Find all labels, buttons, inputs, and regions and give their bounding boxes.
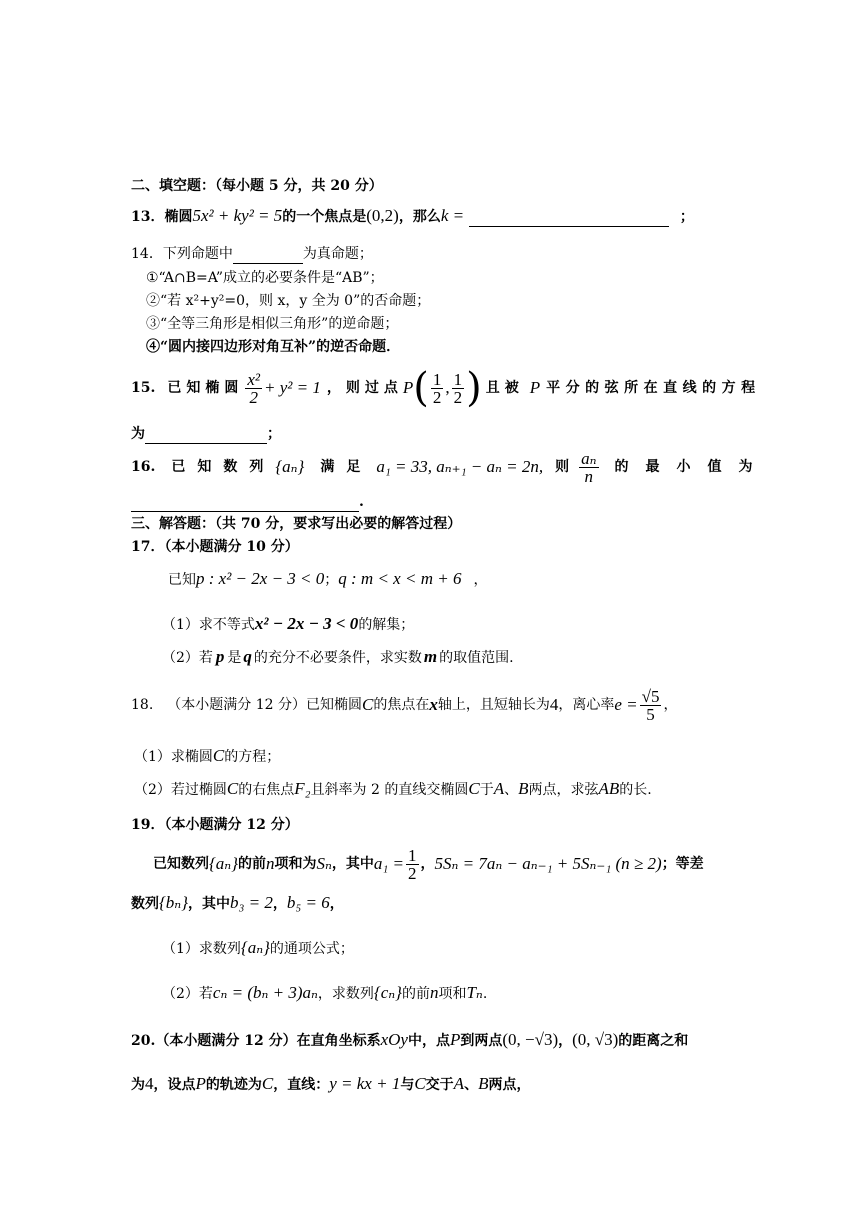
q19-sn: Sₙ [316,854,332,873]
q17-given-end: ， [473,572,488,588]
q15-eq-tail: + y² = 1 [264,378,321,397]
q15-frac-den: 2 [249,387,258,407]
q15-p-num-x: 1 [432,369,442,389]
q19-part1-b: 的通项公式； [269,941,354,957]
q17-part1-a: （1）求不等式 [162,617,255,633]
q15-left-paren: ( [413,365,429,411]
q19-b5: b₅ = 6 [286,893,330,912]
question-13 [131,206,694,227]
q18-part1-c: C [212,746,225,765]
q18-c: C [361,695,374,714]
q16-text-a: 已知数列 [171,459,276,475]
q18-number: 18. [131,697,154,713]
q17-part1-expr: x² − 2x − 3 < 0 [254,614,359,633]
q17-part2-c: 的充分不必要条件，求实数 [253,650,422,666]
q19-line2 [131,893,344,914]
q18-e-fraction [640,688,662,723]
q19-tn: Tₙ [466,983,483,1002]
q16-answer-blank[interactable] [131,497,359,512]
q20-t3: ， [558,1033,573,1049]
q15-p-den-y: 2 [453,387,463,407]
q20-xoy: xOy [380,1030,408,1049]
q20-t2: 到两点 [460,1033,503,1049]
q14-option-4: ④“圆内接四边形对角互补”的逆否命题． [146,339,401,355]
q19-seq-b: {bₙ} [159,893,188,912]
q20-l2-a: 为 [131,1077,145,1093]
q18-part2-c1: C [226,779,239,798]
q19-part2 [162,983,487,1004]
q17-header: 17．（本小题满分 10 分） [131,539,299,555]
question-16 [131,445,770,489]
q20-line: y = kx + 1 [329,1074,401,1093]
q17-part2 [162,647,514,668]
q17-part2-b: 是 [227,650,242,666]
question-18 [131,682,677,728]
q20-l2-c: 的轨迹为 [205,1077,262,1093]
q19-part2-c: 的前 [401,986,430,1002]
q18-part2-e: 两点，求弦 [528,782,599,798]
q15-answer-blank[interactable] [145,429,267,444]
q17-given-p: p : x² − 2x − 3 < 0 [196,569,325,588]
q19-l2-b: ，其中 [188,896,230,912]
q13-number: 13． [131,209,165,225]
q16-end: . [359,494,364,510]
q18-comma: 、 [504,782,519,798]
q19-l1-f: ；等差 [661,856,704,872]
q19-cn: cₙ = (bₙ + 3)aₙ [212,983,318,1002]
q15-p-den-x: 2 [432,387,442,407]
q18-part2-b: 的右焦点 [238,782,295,798]
q13-var: k = [440,206,465,225]
q13-point: (0,2) [366,206,399,225]
q15-number: 15. [131,380,156,396]
q19-l1-a: 已知数列 [153,856,209,872]
q15-point-p: P [402,378,414,397]
q18-text-a: （本小题满分 12 分）已知椭圆 [167,697,362,713]
q15-text-c: 且被 [485,380,524,396]
q17-part2-a: （2）若 [162,650,213,666]
question-15 [131,362,761,414]
q19-part2-a: （2）若 [162,986,213,1002]
q15-line2-b: ； [267,426,281,442]
q17-part2-m: m [423,647,438,666]
q14-number: 14． [131,246,163,262]
q16-line2 [131,492,364,512]
q18-e-num: √5 [641,686,660,706]
q18-part2-d: 于 [479,782,494,798]
q20-t1: 中，点 [407,1033,450,1049]
q17-given-a: 已知 [168,572,196,588]
q14-answer-blank[interactable] [233,249,303,264]
q13-mid2: ，那么 [398,209,441,225]
q20-p: P [449,1030,461,1049]
q17-part1 [162,614,414,635]
q15-fraction [245,371,262,406]
q18-text-c: 轴上，且短轴长为 [437,697,550,713]
q13-answer-blank[interactable] [469,212,669,227]
q19-seq-c: {cₙ} [373,983,402,1002]
q20-t4: 的距离之和 [618,1033,689,1049]
q20-l2-g: 两点， [488,1077,531,1093]
q14-stem-a: 下列命题中 [162,246,233,262]
q15-line2 [131,424,281,444]
q19-a1-num: 1 [408,845,417,865]
section-heading-fill-in: 二、填空题：（每小题 5 分，共 20 分） [131,178,383,194]
q19-line1 [153,842,704,886]
q15-p-num-y: 1 [453,369,463,389]
q19-part2-d: 项和 [438,986,467,1002]
q20-l2-b: ，设点 [153,1077,196,1093]
question-14-stem [131,244,373,264]
q18-part1-b: 的方程； [224,749,281,765]
q19-l1-b: 的前 [238,856,266,872]
q19-a1-den: 2 [408,863,417,883]
q18-b: B [518,779,529,798]
q15-text-a: 已知椭圆 [167,380,244,396]
q18-text-e: ， [663,697,678,713]
q18-part2-c: 且斜率为 2 的直线交椭圆 [310,782,469,798]
q18-text-d: ，离心率 [558,697,615,713]
q15-p-frac-y [452,371,465,406]
q17-part2-p: p [215,647,225,666]
q20-sep: 、 [464,1077,479,1093]
q19-l2-d: ， [329,896,344,912]
q19-header: 19．（本小题满分 12 分） [131,817,299,833]
q14-option-2: ②“若 x²+y²=0，则 x，y 全为 0”的否命题； [146,293,431,309]
q18-part1-a: （1）求椭圆 [134,749,213,765]
q16-fraction [579,450,598,485]
q19-a1: a₁ = [373,854,405,873]
q18-part2-a: （2）若过椭圆 [134,782,227,798]
q19-part1-a: （1）求数列 [162,941,241,957]
q17-given-sep: ； [324,572,339,588]
q15-frac-num: x² [247,369,261,389]
q19-recur: 5Sₙ = 7aₙ − aₙ₋₁ + 5Sₙ₋₁ (n ≥ 2) [434,854,662,873]
q16-text-d: 的最小值为 [614,459,770,475]
q20-l2-f: 交于 [425,1077,454,1093]
q18-part2 [134,779,652,800]
question-20-line1 [131,1030,688,1051]
q16-number: 16. [131,459,156,475]
q20-l2-d: ，直线： [273,1077,330,1093]
q13-end: ； [679,209,694,225]
question-20-line2 [131,1074,530,1095]
q14-stem-b: 为真命题； [302,246,373,262]
q19-l2-c: ， [272,896,287,912]
q20-b: B [478,1074,489,1093]
q20-pt2: (0, √3) [572,1030,619,1049]
q20-a: A [453,1074,465,1093]
q20-header: 20.（本小题满分 12 分）在直角坐标系 [131,1033,381,1049]
q15-text-b: ，则过点 [326,380,403,396]
q15-p-frac-x [431,371,444,406]
q15-p-comma: , [445,378,450,397]
q18-four: 4 [549,695,559,714]
q20-c2: C [414,1074,426,1093]
q18-text-b: 的焦点在 [373,697,430,713]
q19-part2-n: n [429,983,439,1002]
q16-text-c: 则 [555,459,570,475]
q13-equation: 5x² + ky² = 5 [192,206,283,225]
q20-c: C [261,1074,274,1093]
q17-part2-d: 的取值范围. [439,650,514,666]
q18-ab: AB [598,779,620,798]
q17-part1-b: 的解集； [358,617,415,633]
q15-right-paren: ) [466,365,482,411]
q15-text-d: 平分的弦所在直线的方程 [546,380,761,396]
section-heading-solutions: 三、解答题：（共 70 分，要求写出必要的解答过程） [131,516,462,532]
q19-part1 [162,938,354,959]
q17-given-q: q : m < x < m + 6 [338,569,462,588]
q19-l1-d: ，其中 [331,856,374,872]
q16-frac-den: n [584,466,594,486]
q13-mid: 的一个焦点是 [282,209,367,225]
q19-a1-fraction [406,847,419,882]
q18-a: A [493,779,505,798]
q18-e-eq: e = [614,695,638,714]
q19-n: n [266,854,275,873]
q18-part2-f: 的长. [619,782,652,798]
q19-l1-e: ， [420,856,435,872]
q19-b3: b₃ = 2 [230,893,273,912]
q18-part2-c2: C [468,779,480,798]
q19-seq-a: {aₙ} [209,854,238,873]
q16-text-b: 满足 [320,459,373,475]
q14-option-3: ③“全等三角形是相似三角形”的逆命题； [146,316,399,332]
q17-given [168,569,487,590]
q19-part2-b: ，求数列 [317,986,374,1002]
q13-prefix: 椭圆 [164,209,193,225]
q16-frac-num: aₙ [581,448,597,468]
q20-four: 4 [145,1074,154,1093]
q18-e-den: 5 [646,704,655,724]
q18-f2: F₂ [294,779,311,798]
q18-x: x [429,695,438,714]
q16-seq: {aₙ} [275,457,305,476]
q19-l1-c: 项和为 [274,856,317,872]
q15-line2-a: 为 [131,426,145,442]
q16-cond: a₁ = 33, aₙ₊₁ − aₙ = 2n, [376,457,544,476]
q20-l2-e: 与 [400,1077,415,1093]
q20-p2: P [195,1074,206,1093]
q17-part2-q: q [243,647,252,666]
q15-point-p-2: P [529,378,541,397]
q20-pt1: (0, −√3) [502,1030,559,1049]
q19-part2-e: . [482,986,488,1002]
q19-part1-seq: {aₙ} [240,938,270,957]
q18-part1 [134,746,280,767]
q19-l2-a: 数列 [131,896,159,912]
q14-option-1: ①“A∩B=A”成立的必要条件是“AB”； [146,270,384,286]
